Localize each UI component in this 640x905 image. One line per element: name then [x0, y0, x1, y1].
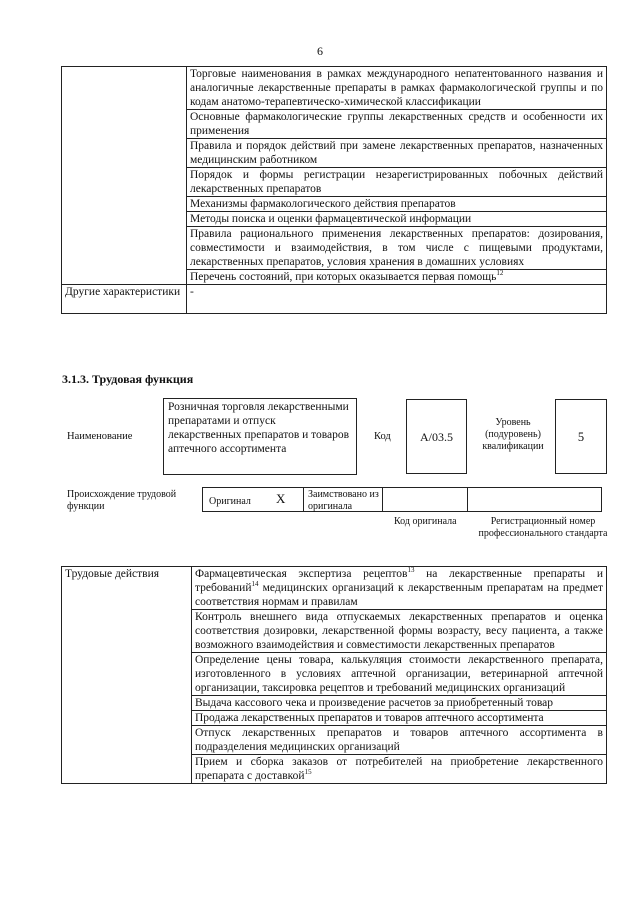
table-row [62, 67, 607, 110]
table-cell [187, 270, 607, 285]
table-cell: Торговые наименования в рамках международного непатентованного названия и аналогичные лекарственные препараты в рамках фармакологической группы и по кодам анатомо-терапевтическо-химической классификации [187, 67, 607, 110]
cell-text: Прием и сборка заказов от потребителей на приобретение лекарственного препарата с доставкой [195, 756, 603, 782]
original-cell [202, 487, 304, 512]
table-cell: Контроль внешнего вида отпускаемых лекарственных препаратов и оценка соответствия дозировки, лекарственной формы возрасту, весу пациента, а также возможного взаимодействия и совместимости лекарственных препаратов [192, 610, 607, 653]
footnote-ref: 14 [251, 580, 259, 589]
table-cell: - [187, 285, 607, 314]
cell-text: Фармацевтическая экспертиза рецептов [195, 568, 408, 580]
footnote-ref: 15 [304, 768, 312, 777]
reg-number-cell [467, 487, 602, 512]
knowledge-table [61, 66, 607, 314]
table-cell [192, 567, 607, 610]
code-box: A/03.5 [406, 399, 467, 474]
row-label [62, 67, 187, 285]
level-box: 5 [555, 399, 607, 474]
code-caption: Код оригинала [394, 516, 457, 527]
cell-text: на лекарственные препараты и требований [195, 568, 603, 594]
table-cell: Правила рационального применения лекарственных препаратов: дозирования, совместимости и взаимодействия, в том числе с пищевыми продуктами, лекарственных препаратов, условия хранения в домашних условиях [187, 227, 607, 270]
borrowed-cell [303, 487, 383, 512]
footnote-ref: 13 [407, 566, 415, 575]
reg-caption: Регистрационный номер профессионального стандарта [478, 516, 608, 539]
row-label: Трудовые действия [62, 567, 192, 784]
function-name-box: Розничная торговля лекарственными препаратами и отпуск лекарственных препаратов и товаров аптечного ассортимента [163, 398, 357, 475]
table-cell: Порядок и формы регистрации незарегистрированных побочных действий лекарственных препаратов [187, 168, 607, 197]
original-code-cell [382, 487, 468, 512]
original-label: Оригинал [209, 496, 251, 507]
row-label: Другие характеристики [62, 285, 187, 314]
table-row [62, 285, 607, 314]
table-cell: Правила и порядок действий при замене лекарственных препаратов, назначенных медицинским работником [187, 139, 607, 168]
borrowed-label: Заимствовано из оригинала [308, 489, 379, 512]
section-heading: 3.1.3. Трудовая функция [62, 372, 194, 386]
name-label: Наименование [67, 431, 133, 442]
table-cell: Продажа лекарственных препаратов и товаров аптечного ассортимента [192, 711, 607, 726]
table-cell [192, 755, 607, 784]
origin-row [203, 487, 602, 512]
table-cell: Выдача кассового чека и произведение расчетов за приобретенный товар [192, 696, 607, 711]
footnote-ref: 12 [496, 269, 504, 278]
table-row [62, 567, 607, 610]
table-cell: Определение цены товара, калькуляция стоимости лекарственного препарата, изготовленного в условиях аптечной организации, ветеринарной аптечной организации, таксировка рецептов и требований медицинских организаций [192, 653, 607, 696]
table-cell: Механизмы фармакологического действия препаратов [187, 197, 607, 212]
table-cell: Отпуск лекарственных препаратов и товаров аптечного ассортимента в подразделения медицинских организаций [192, 726, 607, 755]
original-mark: X [276, 491, 286, 506]
cell-text: медицинских организаций к лекарственным препаратам на предмет соответствия нормам и правилам [195, 582, 603, 608]
code-label: Код [374, 431, 391, 442]
actions-table [61, 566, 607, 784]
page-number: 6 [317, 44, 323, 58]
table-cell: Основные фармакологические группы лекарственных средств и особенности их применения [187, 110, 607, 139]
table-cell: Методы поиска и оценки фармацевтической информации [187, 212, 607, 227]
cell-text: Перечень состояний, при которых оказывается первая помощь [190, 271, 497, 283]
origin-label: Происхождение трудовой функции [67, 489, 177, 512]
level-label: Уровень (подуровень) квалификации [482, 417, 544, 452]
